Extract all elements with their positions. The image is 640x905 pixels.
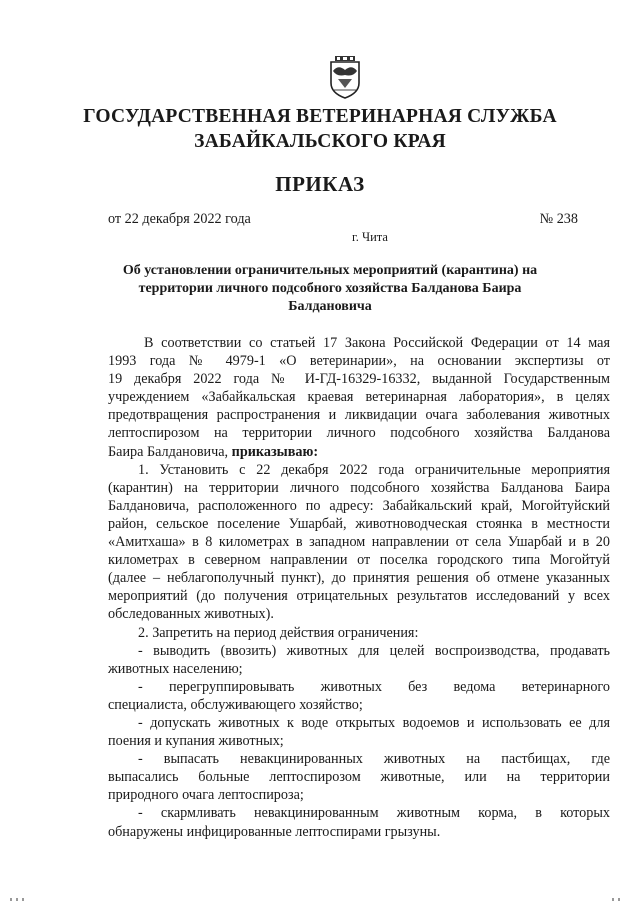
scan-mark	[22, 898, 24, 901]
item-1-line: километрах в северном направлении от поселка городского типа Могойтуй	[108, 552, 610, 569]
item-1-line: район, сельское поселение Ушарбай, животноводческая стоянка в местности	[108, 515, 610, 532]
preamble-line: предотвращения распространения и ликвидации очага заболевания животных	[108, 407, 610, 424]
item-1-line: Балдановича, расположенного по адресу: Забайкальский край, Могойтуйский	[108, 497, 610, 514]
preamble-line: 19 декабря 2022 года № И-ГД-16329-16332, выданной Государственным	[108, 371, 610, 388]
item-1-line: (карантин) на территории личного подсобного хозяйства Балданова Баира	[108, 479, 610, 496]
order-city: г. Чита	[352, 230, 388, 244]
subject-line-1: Об установлении ограничительных мероприятий (карантина) на	[122, 263, 538, 278]
subject-line-3: Балдановича	[288, 299, 372, 314]
item-2-line: - перегруппировывать животных без ведома ветеринарного	[138, 678, 610, 695]
preamble-text: Баира Балдановича,	[108, 443, 229, 460]
item-2-line: специалиста, обслуживающего хозяйство;	[108, 696, 363, 713]
organization-name	[60, 104, 580, 154]
item-1-line: мероприятий (до получения отрицательных результатов исследований у всех	[108, 588, 610, 605]
item-2-line: - скармливать невакцинированным животным корма, в которых	[138, 805, 610, 822]
item-2-line: поения и купания животных;	[108, 733, 284, 750]
item-2-line: выпасались больные лептоспирозом животные, или на территории	[108, 769, 610, 786]
order-word: приказываю:	[231, 443, 319, 460]
item-1-line: 1. Установить с 22 декабря 2022 года ограничительные мероприятия	[138, 461, 610, 478]
order-body	[108, 334, 610, 841]
item-2-line: - допускать животных к воде открытых водоемов и использовать ее для	[138, 714, 610, 731]
item-2-line: - выводить (ввозить) животных для целей воспроизводства, продавать	[138, 642, 610, 659]
preamble-line: лептоспирозом на территории личного подсобного хозяйства Балданова	[108, 425, 610, 442]
scan-mark	[612, 898, 614, 901]
scan-footer-marks	[0, 891, 640, 901]
org-line-2: ЗАБАЙКАЛЬСКОГО КРАЯ	[194, 131, 446, 152]
item-2-line: животных населению;	[108, 660, 243, 677]
item-1-line: обследованных животных).	[108, 606, 274, 623]
scan-mark	[10, 898, 12, 901]
item-2-line: обнаружены инфицированные лептоспирами грызуны.	[108, 823, 441, 840]
item-2-line: природного очага лептоспироза;	[108, 787, 304, 804]
preamble-line: учреждением «Забайкальская краевая ветеринарная лаборатория», в целях	[108, 389, 610, 406]
item-2-title: 2. Запретить на период действия ограничения:	[138, 624, 419, 641]
item-2-line: - выпасать невакцинированных животных на пастбищах, где	[138, 751, 610, 768]
order-number: № 238	[539, 211, 578, 227]
item-1-line: (далее – неблагополучный пункт), до принятия решения об отмене указанных	[108, 570, 610, 587]
org-line-1: ГОСУДАРСТВЕННАЯ ВЕТЕРИНАРНАЯ СЛУЖБА	[83, 106, 557, 127]
document-type: ПРИКАЗ	[275, 172, 365, 196]
preamble-last-line	[108, 443, 610, 461]
scan-mark	[618, 898, 620, 901]
subject-line-2: территории личного подсобного хозяйства Балданова Баира	[138, 281, 522, 296]
preamble-line: 1993 года № 4979-1 «О ветеринарии», на основании экспертизы от	[108, 353, 610, 370]
order-subject	[100, 262, 560, 316]
scan-mark	[16, 898, 18, 901]
coat-of-arms-icon	[326, 55, 364, 99]
preamble-line: В соответствии со статьей 17 Закона Российской Федерации от 14 мая	[144, 335, 610, 351]
item-1-line: «Амитхаша» в 8 километрах в западном направлении от села Ушарбай и в 20	[108, 534, 610, 551]
order-date: от 22 декабря 2022 года	[108, 211, 251, 227]
